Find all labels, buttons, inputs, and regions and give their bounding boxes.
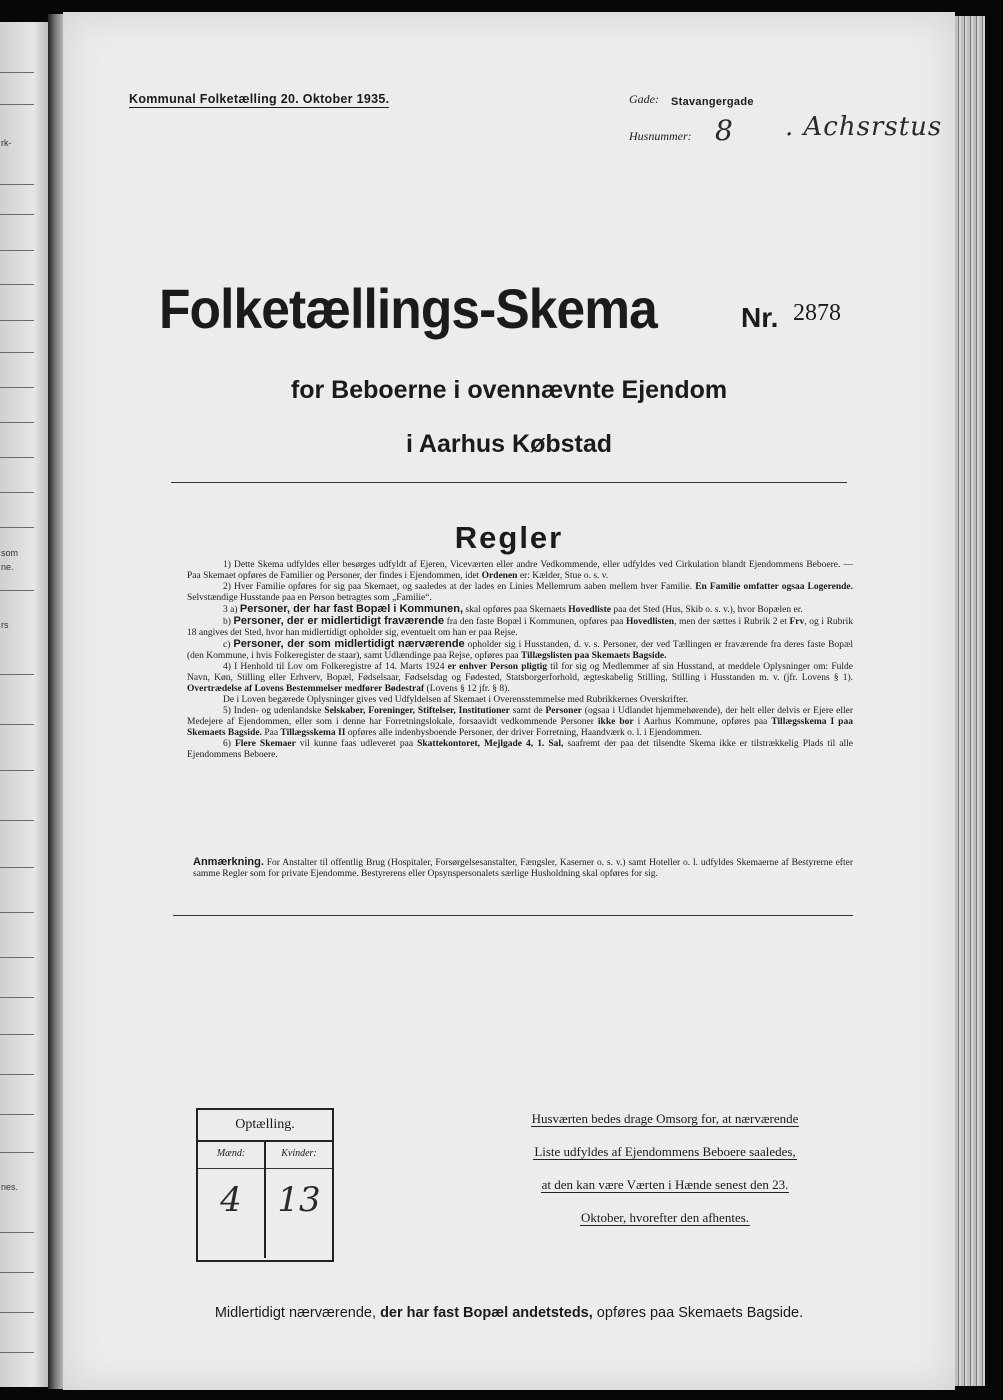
women-count: 13 xyxy=(277,1180,321,1220)
gade-label: Gade: xyxy=(629,92,659,106)
left-page-rule xyxy=(0,457,34,458)
left-page-rule xyxy=(0,352,34,353)
rules-text xyxy=(187,560,853,761)
left-page-rule xyxy=(0,1034,34,1035)
husnummer-label: Husnummer: xyxy=(629,129,692,143)
census-form-page xyxy=(63,12,955,1390)
left-page-rule xyxy=(0,674,34,675)
notice-line-2: Liste udfyldes af Ejendommens Beboere saaledes, xyxy=(534,1144,796,1159)
left-page-rule xyxy=(0,1114,34,1115)
rule-5: 5) Inden- og udenlandske Selskaber, Foreninger, Stiftelser, Institutioner samt de Personer (ogsaa i Udlandet hjemmehørende), der helt eller delvis er Ejere eller Medejere af Ejendommen, eller som i denne har Forretningslokale, forsaavidt vedkommende Personer ikke bor i Aarhus Kommune, opføres paa Tillægsskema I paa Skemaets Bagside. Paa Tillægsskema II opføres alle indenbysboende Personer, der driver Forretning, Haandværk o. l. i Ejendommen. xyxy=(187,706,853,738)
count-title: Optælling. xyxy=(198,1110,332,1142)
form-subtitle: for Beboerne i ovennævnte Ejendom xyxy=(290,376,728,404)
left-page-rule xyxy=(0,422,34,423)
rule-4-note: De i Loven begærede Oplysninger gives ved Udfyldelsen af Skemaet i Overensstemmelse med Rubrikkernes Overskrifter. xyxy=(223,695,689,705)
rules-heading: Regler xyxy=(454,520,564,555)
notice-line-3: at den kan være Værten i Hænde senest den 23. xyxy=(541,1177,789,1192)
left-page-rule xyxy=(0,320,34,321)
left-page-rule xyxy=(0,957,34,958)
left-page-fragment: ne. xyxy=(1,562,14,572)
left-page-rule xyxy=(0,867,34,868)
notice-line-1: Husværten bedes drage Omsorg for, at nærværende xyxy=(531,1111,799,1126)
husnummer-note: . Achsrstus xyxy=(785,112,943,142)
left-page-fragment: som xyxy=(1,548,19,558)
divider-bottom xyxy=(173,915,853,916)
left-page-rule xyxy=(0,527,34,528)
rule-3a: 3 a) Personer, der har fast Bopæl i Kommunen, skal opføres paa Skemaets Hovedliste paa det Sted (Hus, Skib o. s. v.), hvor Bopælen er. xyxy=(223,603,803,615)
form-subtitle-city: i Aarhus Købstad xyxy=(405,430,613,458)
anmaerkning-text: For Anstalter til offentlig Brug (Hospitaler, Forsørgelsesanstalter, Fængsler, Kaserner o. s. v.) samt Hoteller o. l. udfyldes Skemaerne af Bestyrerne efter samme Regler som for private Ejendomme. Bestyrerens eller Opsynspersonalets særlige Husholdning skal opføres for sig. xyxy=(193,858,853,879)
anmaerkning xyxy=(193,857,853,880)
left-page-rule xyxy=(0,1074,34,1075)
rule-3c: c) Personer, der som midlertidigt nærværende opholder sig i Husstanden, d. v. s. Personer, der ved Tællingen er fraværende fra deres faste Bopæl (den Kommune, i hvis Folkeregister de staar), samt Udlændinge paa Rejse, opføres paa Tillægslisten paa Skemaets Bagside. xyxy=(187,638,853,661)
left-page-rule xyxy=(0,912,34,913)
left-page-rule xyxy=(0,997,34,998)
left-page-rule xyxy=(0,1152,34,1153)
rule-4: 4) I Henhold til Lov om Folkeregistre af 14. Marts 1924 er enhver Person pligtig til for sig og Medlemmer af sin Husstand, at meddele Oplysninger om: Fulde Navn, Køn, Stilling eller Erhverv, Bopæl, Fødselsaar, Fødselsdag og Fødested, Statsborgerforhold, ægteskabelig Stilling, Stilling i Husstanden m. v. (jfr. Lovens § 1). Overtrædelse af Lovens Bestemmelser medfører Bødestraf (Lovens § 12 jfr. § 8). xyxy=(187,662,853,694)
anmaerkning-label: Anmærkning. xyxy=(193,856,264,868)
rule-1: 1) Dette Skema udfyldes eller besørges udfyldt af Ejeren, Viceværten eller andre Vedkommende, eller udfyldes ved Cirkulation blandt Ejendommens Beboere. — Paa Skemaet opføres de Familier og Personer, der findes i Ejendommen, idet Ordenen er: Kælder, Stue o. s. v. xyxy=(187,560,853,581)
left-page-rule xyxy=(0,284,34,285)
left-page-rule xyxy=(0,1232,34,1233)
left-page-rule xyxy=(0,770,34,771)
count-women-column xyxy=(266,1140,332,1260)
left-page-edge xyxy=(0,22,48,1387)
count-men-column xyxy=(198,1140,266,1258)
left-page-rule xyxy=(0,184,34,185)
left-page-rule xyxy=(0,1352,34,1353)
husnummer-value: 8 xyxy=(715,114,733,147)
left-page-rule xyxy=(0,1312,34,1313)
left-page-rule xyxy=(0,250,34,251)
form-number-label: Nr. xyxy=(741,302,779,333)
left-page-rule xyxy=(0,724,34,725)
count-header-rule xyxy=(198,1168,264,1169)
divider-top xyxy=(171,482,847,483)
count-box xyxy=(196,1108,334,1262)
left-page-rule xyxy=(0,104,34,105)
form-title: Folketællings-Skema xyxy=(159,277,657,340)
page-stack-edges xyxy=(955,16,985,1386)
left-page-rule xyxy=(0,72,34,73)
left-page-rule xyxy=(0,1272,34,1273)
book-gutter xyxy=(48,14,64,1389)
men-label: Mænd: xyxy=(216,1148,246,1159)
left-page-rule xyxy=(0,387,34,388)
rule-3b: b) Personer, der er midlertidigt fraværende fra den faste Bopæl i Kommunen, opføres paa Hovedlisten, men der sættes i Rubrik 2 et Frv, og i Rubrik 18 angives det Sted, hvor han midlertidigt opholder sig, eventuelt om han er paa Rejse. xyxy=(187,615,853,638)
footer-note: Midlertidigt nærværende, der har fast Bopæl andetsteds, opføres paa Skemaets Bagside. xyxy=(214,1305,804,1321)
left-page-fragment: rk- xyxy=(1,138,12,148)
left-page-rule xyxy=(0,492,34,493)
left-page-fragment: rs xyxy=(1,620,9,630)
women-label: Kvinder: xyxy=(281,1148,317,1159)
left-page-rule xyxy=(0,214,34,215)
rule-6: 6) Flere Skemaer vil kunne faas udleveret paa Skattekontoret, Mejlgade 4, 1. Sal, saafremt der paa det tilsendte Skema ikke er tilstrækkelig Plads til alle Ejendommens Beboere. xyxy=(187,739,853,760)
left-page-rule xyxy=(0,590,34,591)
rule-2: 2) Hver Familie opføres for sig paa Skemaet, og saaledes at der lades en Linies Mellemrum aaben mellem hver Familie. En Familie omfatter ogsaa Logerende. Selvstændige Husstande paa en Person betragtes som „Familie“. xyxy=(187,582,853,603)
landlord-notice xyxy=(485,1108,845,1240)
count-header-rule xyxy=(266,1168,332,1169)
men-count: 4 xyxy=(220,1180,242,1220)
form-number-value: 2878 xyxy=(793,300,841,326)
gade-value: Stavangergade xyxy=(671,96,754,108)
census-header: Kommunal Folketælling 20. Oktober 1935. xyxy=(129,92,390,106)
left-page-rule xyxy=(0,820,34,821)
notice-line-4: Oktober, hvorefter den afhentes. xyxy=(580,1210,750,1225)
left-page-fragment: nes. xyxy=(1,1182,19,1192)
